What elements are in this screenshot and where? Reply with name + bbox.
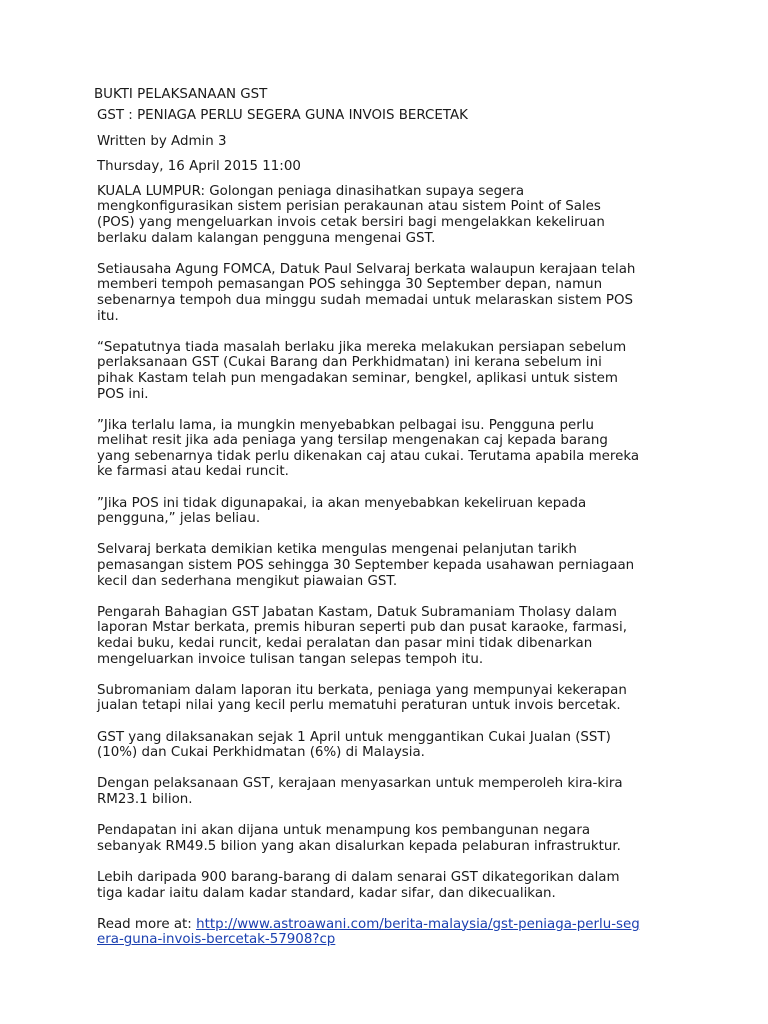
- paragraph: Setiausaha Agung FOMCA, Datuk Paul Selvaraj berkata walaupun kerajaan telah memberi tempoh pemasangan POS sehingga 30 September depan, namun sebenarnya tempoh dua minggu sudah memadai untuk melaraskan sistem POS itu.: [97, 261, 636, 324]
- article-title: GST : PENIAGA PERLU SEGERA GUNA INVOIS BERCETAK: [97, 108, 468, 123]
- read-more-link[interactable]: http://www.astroawani.com/berita-malaysia/gst-peniaga-perlu-segera-guna-invois-bercetak-57908?cp: [97, 916, 640, 948]
- document-heading: BUKTI PELAKSANAAN GST: [94, 87, 268, 102]
- article-body: [97, 108, 642, 948]
- paragraph: Subromaniam dalam laporan itu berkata, peniaga yang mempunyai kekerapan jualan tetapi nilai yang kecil perlu mematuhi peraturan untuk invois bercetak.: [97, 682, 627, 714]
- paragraph: “Sepatutnya tiada masalah berlaku jika mereka melakukan persiapan sebelum perlaksanaan GST (Cukai Barang dan Perkhidmatan) ini kerana sebelum ini pihak Kastam telah pun mengadakan seminar, bengkel, aplikasi untuk sistem POS ini.: [97, 339, 627, 402]
- paragraph: Pengarah Bahagian GST Jabatan Kastam, Datuk Subramaniam Tholasy dalam laporan Mstar berkata, premis hiburan seperti pub dan pusat karaoke, farmasi, kedai buku, kedai runcit, kedai peralatan dan pasar mini tidak dibenarkan mengeluarkan invoice tulisan tangan selepas tempoh itu.: [97, 604, 627, 667]
- article-date: Thursday, 16 April 2015 11:00: [97, 159, 301, 175]
- paragraph: ”Jika POS ini tidak digunapakai, ia akan menyebabkan kekeliruan kepada pengguna,” jelas beliau.: [97, 495, 587, 527]
- paragraph: KUALA LUMPUR: Golongan peniaga dinasihatkan supaya segera mengkonfigurasikan sistem perisian perakaunan atau sistem Point of Sales (POS) yang mengeluarkan invois cetak bersiri bagi mengelakkan kekeliruan berlaku dalam kalangan pengguna mengenai GST.: [97, 183, 605, 246]
- paragraph: ”Jika terlalu lama, ia mungkin menyebabkan pelbagai isu. Pengguna perlu melihat resit jika ada peniaga yang tersilap mengenakan caj kepada barang yang sebenarnya tidak perlu dikenakan caj atau cukai. Terutama apabila mereka ke farmasi atau kedai runcit.: [97, 417, 640, 480]
- paragraph: Selvaraj berkata demikian ketika mengulas mengenai pelanjutan tarikh pemasangan sistem POS sehingga 30 September kepada usahawan perniagaan kecil dan sederhana mengikut piawaian GST.: [97, 542, 635, 589]
- paragraph: GST yang dilaksanakan sejak 1 April untuk menggantikan Cukai Jualan (SST) (10%) dan Cukai Perkhidmatan (6%) di Malaysia.: [97, 729, 611, 761]
- read-more-label: Read more at:: [97, 916, 197, 932]
- paragraph: Dengan pelaksanaan GST, kerajaan menyasarkan untuk memperoleh kira-kira RM23.1 bilion.: [97, 776, 623, 807]
- article-author: Written by Admin 3: [97, 133, 227, 149]
- read-more: [97, 917, 642, 948]
- paragraph: Pendapatan ini akan dijana untuk menampung kos pembangunan negara sebanyak RM49.5 bilion yang akan disalurkan kepada pelaburan infrastruktur.: [97, 823, 621, 854]
- paragraph: Lebih daripada 900 barang-barang di dalam senarai GST dikategorikan dalam tiga kadar iaitu dalam kadar standard, kadar sifar, dan dikecualikan.: [97, 869, 620, 901]
